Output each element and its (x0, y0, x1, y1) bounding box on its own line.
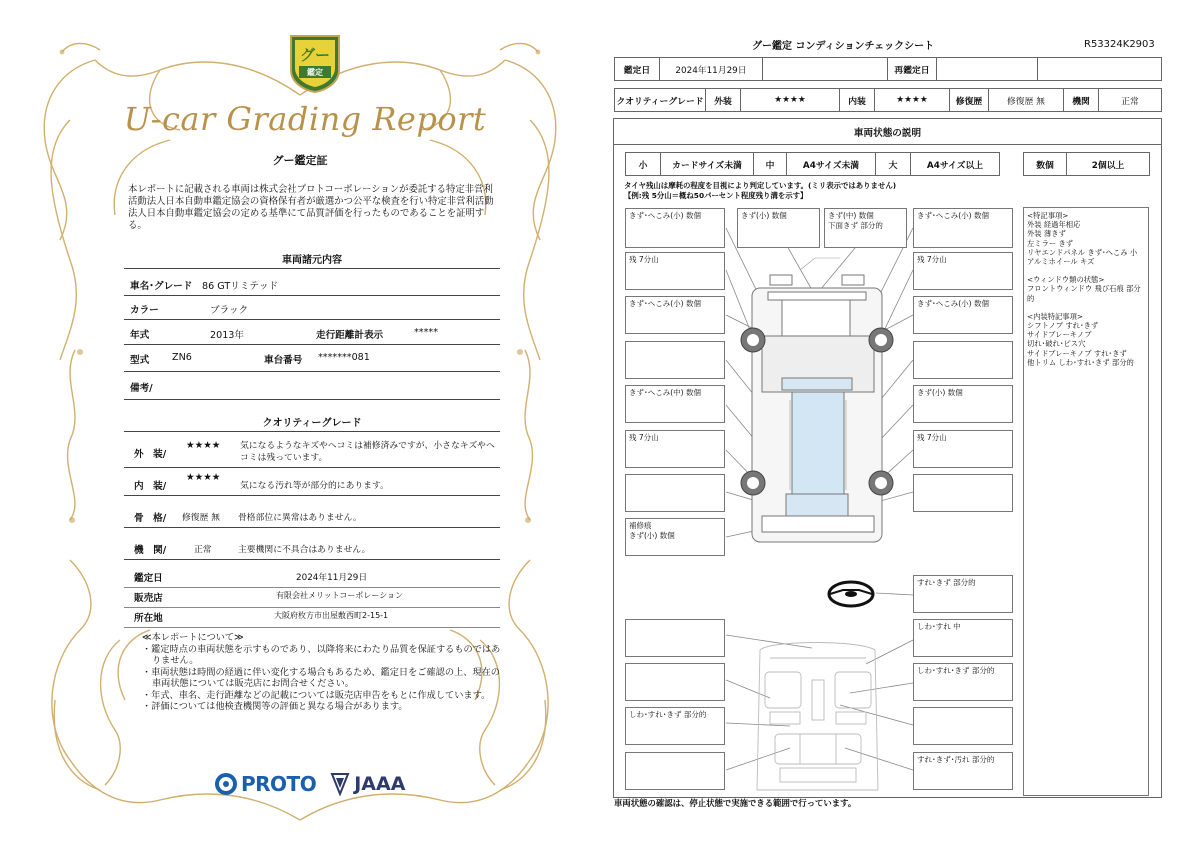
goo-kantei-badge (287, 30, 343, 94)
spec-value: *******081 (318, 352, 370, 363)
spec-label: 車台番号 (264, 355, 303, 366)
size-large: 大 (875, 152, 911, 176)
sheet-code: R53324K2903 (1084, 39, 1155, 50)
interior-notes-title: <内装特記事項> (1027, 311, 1084, 321)
jaaa-logo (330, 772, 405, 796)
tire-box-rear-left (625, 430, 725, 468)
size-mid-desc: A4サイズ未満 (786, 152, 876, 176)
tire-text: 残 7分山 (629, 255, 659, 264)
interior-box-console (913, 707, 1013, 745)
quality-row-frame (124, 508, 500, 528)
badge-top-text: グー (299, 46, 330, 64)
star-rating-icon: ★★★★ (186, 440, 221, 451)
proto-mark-icon (214, 772, 238, 796)
interior-text: すれ･きず･汚れ 部分的 (917, 755, 995, 764)
spec-row-year (124, 327, 500, 345)
badge-bottom-text: 鑑定 (307, 68, 323, 77)
spec-value: 2013年 (210, 330, 245, 341)
script-title: U-car Grading Report (123, 100, 487, 138)
info-value: 有限会社メリットコーポレーション (276, 591, 404, 600)
specs-top-rule (124, 268, 500, 269)
spec-row-color (124, 302, 500, 320)
note-item: ・鑑定時点の車両状態を示すものであり、以降将来にわたり品質を保証するものではありません。 (142, 643, 501, 666)
certificate-heading: グー鑑定証 (272, 154, 328, 167)
jaaa-mark-icon (330, 772, 350, 796)
quality-text: 気になるようなキズやヘコミは補修済みですが、小さなキズやヘコミは残っています。 (240, 441, 495, 463)
engine-value: 正常 (1098, 88, 1162, 112)
quality-label: 骨 格/ (134, 513, 167, 524)
ext-label: 外装 (705, 88, 741, 112)
tire-text: 残 7分山 (917, 255, 947, 264)
engine-label: 機関 (1063, 88, 1099, 112)
reinspect-blank (1037, 57, 1162, 81)
damage-text: 補修痕 (629, 521, 652, 530)
spec-value: 86 GTリミテッド (202, 281, 279, 292)
damage-text: きず･へこみ(小) 数個 (917, 211, 989, 220)
interior-text: しわ･すれ 中 (917, 622, 961, 631)
interior-note: シフトノブ すれ･きず (1027, 321, 1099, 331)
count-desc: 2個以上 (1066, 152, 1150, 176)
interior-note: 他トリム しわ･すれ･きず 部分的 (1027, 357, 1134, 367)
tire-box-rear-right (913, 430, 1013, 468)
damage-box-right-door (913, 385, 1013, 423)
ext-stars: ★★★★ (740, 88, 840, 112)
interior-box-steering (913, 575, 1013, 613)
interior-note: サイドブレーキノブ (1027, 330, 1092, 340)
window-note: フロントウィンドウ 飛び石痕 部分的 (1027, 284, 1141, 303)
sheet-title: グー鑑定 コンディションチェックシート (752, 41, 935, 52)
note-item: ・車両状態は時間の経過に伴い変化する場合もあるため、鑑定日をご確認の上、現在の車両状態については販売店にお問合せください。 (142, 666, 500, 689)
special-notes-panel (1023, 207, 1149, 796)
spec-label: カラー (130, 305, 159, 316)
damage-box-left-fender (625, 296, 725, 334)
interior-box-left-trim (625, 707, 725, 745)
info-label: 販売店 (134, 593, 163, 604)
certificate-intro: 本レポートに記載される車両は株式会社プロトコーポレーションが委託する特定非営利活動法人日本自動車鑑定協会の資格保有者が厳選かつ公平な検査を行い特定非営利活動法人日本自動車鑑定協会の定める基準にて品質評価を行ったものであることを証明する。 (128, 184, 494, 231)
state-title: 車両状態の説明 (853, 128, 922, 139)
interior-box-dash-left (625, 619, 725, 657)
spec-value: ブラック (210, 305, 249, 316)
spec-value: ZN6 (172, 352, 192, 363)
damage-box-left-rear (625, 474, 725, 512)
size-small: 小 (625, 152, 661, 176)
inspect-date-value: 2024年11月29日 (659, 57, 763, 81)
special-note: 左ミラー きず (1027, 238, 1074, 248)
quality-row-exterior (124, 440, 500, 468)
damage-box-front-center-right (824, 208, 907, 248)
spec-label: 型式 (130, 355, 150, 366)
damage-box-left-door-front (625, 341, 725, 379)
interior-box-dash (913, 619, 1013, 657)
tire-note-1: タイヤ残山は摩耗の程度を目視により判定しています。(ミリ表示ではありません) (624, 181, 897, 190)
note-item: ・年式、車名、走行距離などの記載については販売店申告をもとに作成しています。 (142, 689, 491, 701)
info-row-address (124, 610, 500, 628)
damage-box-front-center-left (737, 208, 820, 248)
special-note: アルミホイール キズ (1027, 257, 1095, 267)
damage-text: きず･へこみ(中) 数個 (629, 388, 701, 397)
spec-label: 走行距離計表示 (316, 330, 384, 341)
info-label: 鑑定日 (134, 573, 163, 584)
reinspect-value (936, 57, 1038, 81)
size-small-desc: カードサイズ未満 (660, 152, 754, 176)
notes-title: ≪本レポートについて≫ (142, 632, 244, 643)
quality-row-engine (124, 540, 500, 560)
interior-text: しわ･すれ･きず 部分的 (917, 666, 995, 675)
window-notes-title: <ウィンドウ類の状態> (1027, 275, 1105, 285)
quality-text: 気になる汚れ等が部分的にあります。 (240, 481, 389, 491)
special-note: 外装 経過年相応 (1027, 220, 1081, 230)
quality-label: 内 装/ (134, 481, 167, 492)
info-value: 大阪府枚方市出屋敷西町2-15-1 (274, 611, 389, 620)
interior-box-seat-right (913, 663, 1013, 701)
interior-text: すれ･きず 部分的 (917, 578, 976, 587)
damage-text: きず･へこみ(小) 数個 (629, 299, 701, 308)
jaaa-logo-text: JAAA (354, 773, 406, 795)
interior-text: しわ･すれ･きず 部分的 (629, 710, 707, 719)
interior-box-rear-left (625, 752, 725, 790)
repair-value: 修復歴 無 (988, 88, 1064, 112)
tire-box-front-left (625, 252, 725, 290)
inspect-date-label: 鑑定日 (614, 57, 660, 81)
spec-row-name (124, 278, 500, 296)
damage-text: きず(中) 数個 (828, 211, 874, 220)
damage-box-rear-left (625, 518, 725, 556)
special-note: 外装 薄きず (1027, 229, 1066, 239)
damage-box-right-rear (913, 474, 1013, 512)
damage-text: きず･へこみ(小) 数個 (917, 299, 989, 308)
tire-text: 残 7分山 (917, 433, 947, 442)
proto-logo-text: PROTO (241, 772, 317, 796)
size-large-desc: A4サイズ以上 (910, 152, 1000, 176)
inspect-date-blank (762, 57, 888, 81)
tire-note-2: 【例:残 5分山＝概ね50パーセント程度残り溝を示す】 (624, 191, 808, 200)
quality-value: 正常 (194, 545, 212, 555)
damage-text: きず(小) 数個 (629, 531, 675, 540)
sheet-footer: 車両状態の確認は、停止状態で実施できる範囲で行っています。 (614, 798, 857, 808)
int-label: 内装 (839, 88, 875, 112)
damage-text: きず(小) 数個 (917, 388, 963, 397)
quality-row-interior (124, 474, 500, 496)
info-value: 2024年11月29日 (296, 573, 368, 583)
grade-label: クオリティーグレード (614, 88, 706, 112)
spec-row-remarks (124, 380, 500, 400)
damage-box-front-left (625, 208, 725, 248)
int-stars: ★★★★ (874, 88, 950, 112)
interior-box-seat-left (625, 663, 725, 701)
quality-top-rule (124, 431, 500, 432)
spec-label: 年式 (130, 330, 150, 341)
quality-text: 主要機関に不具合はありません。 (238, 545, 371, 555)
proto-logo (214, 772, 316, 796)
count-label: 数個 (1023, 152, 1067, 176)
damage-box-left-door (625, 385, 725, 423)
special-notes-title: <特記事項> (1027, 211, 1069, 220)
interior-box-rear-right (913, 752, 1013, 790)
repair-label: 修復歴 (949, 88, 989, 112)
special-note: リヤエンドパネル きず･へこみ 小 (1027, 247, 1138, 257)
state-title-rule (613, 144, 1162, 145)
interior-note: 切れ･破れ･ピス穴 (1027, 339, 1086, 349)
spec-label: 備考/ (130, 383, 153, 394)
size-mid: 中 (753, 152, 787, 176)
tire-text: 残 7分山 (629, 433, 659, 442)
star-rating-icon: ★★★★ (186, 472, 221, 483)
info-label: 所在地 (134, 613, 163, 624)
damage-text: 下面きず 部分的 (828, 221, 883, 230)
tire-box-front-right (913, 252, 1013, 290)
quality-title: クオリティーグレード (262, 418, 362, 429)
note-item: ・評価については他検査機関等の評価と異なる場合があります。 (142, 701, 408, 712)
spec-label: 車名･グレード (130, 281, 193, 292)
logo-bar (214, 768, 405, 800)
damage-box-right-fender (913, 296, 1013, 334)
info-row-date (124, 570, 500, 588)
steering-wheel-icon (829, 582, 873, 606)
quality-label: 機 関/ (134, 545, 167, 556)
quality-text: 骨格部位に異常はありません。 (238, 513, 362, 523)
quality-label: 外 装/ (134, 449, 167, 460)
spec-value: ***** (414, 327, 438, 338)
damage-text: きず･へこみ(小) 数個 (629, 211, 701, 220)
spec-row-model (124, 352, 500, 372)
damage-box-right-door-front (913, 341, 1013, 379)
info-row-dealer (124, 590, 500, 608)
damage-text: きず(小) 数個 (741, 211, 787, 220)
reinspect-label: 再鑑定日 (887, 57, 937, 81)
quality-value: 修復歴 無 (182, 513, 220, 523)
specs-title: 車両諸元内容 (282, 255, 342, 266)
damage-box-front-right (913, 208, 1013, 248)
report-notes (142, 632, 502, 713)
interior-note: サイドブレーキノブ すれ･きず (1027, 348, 1127, 358)
